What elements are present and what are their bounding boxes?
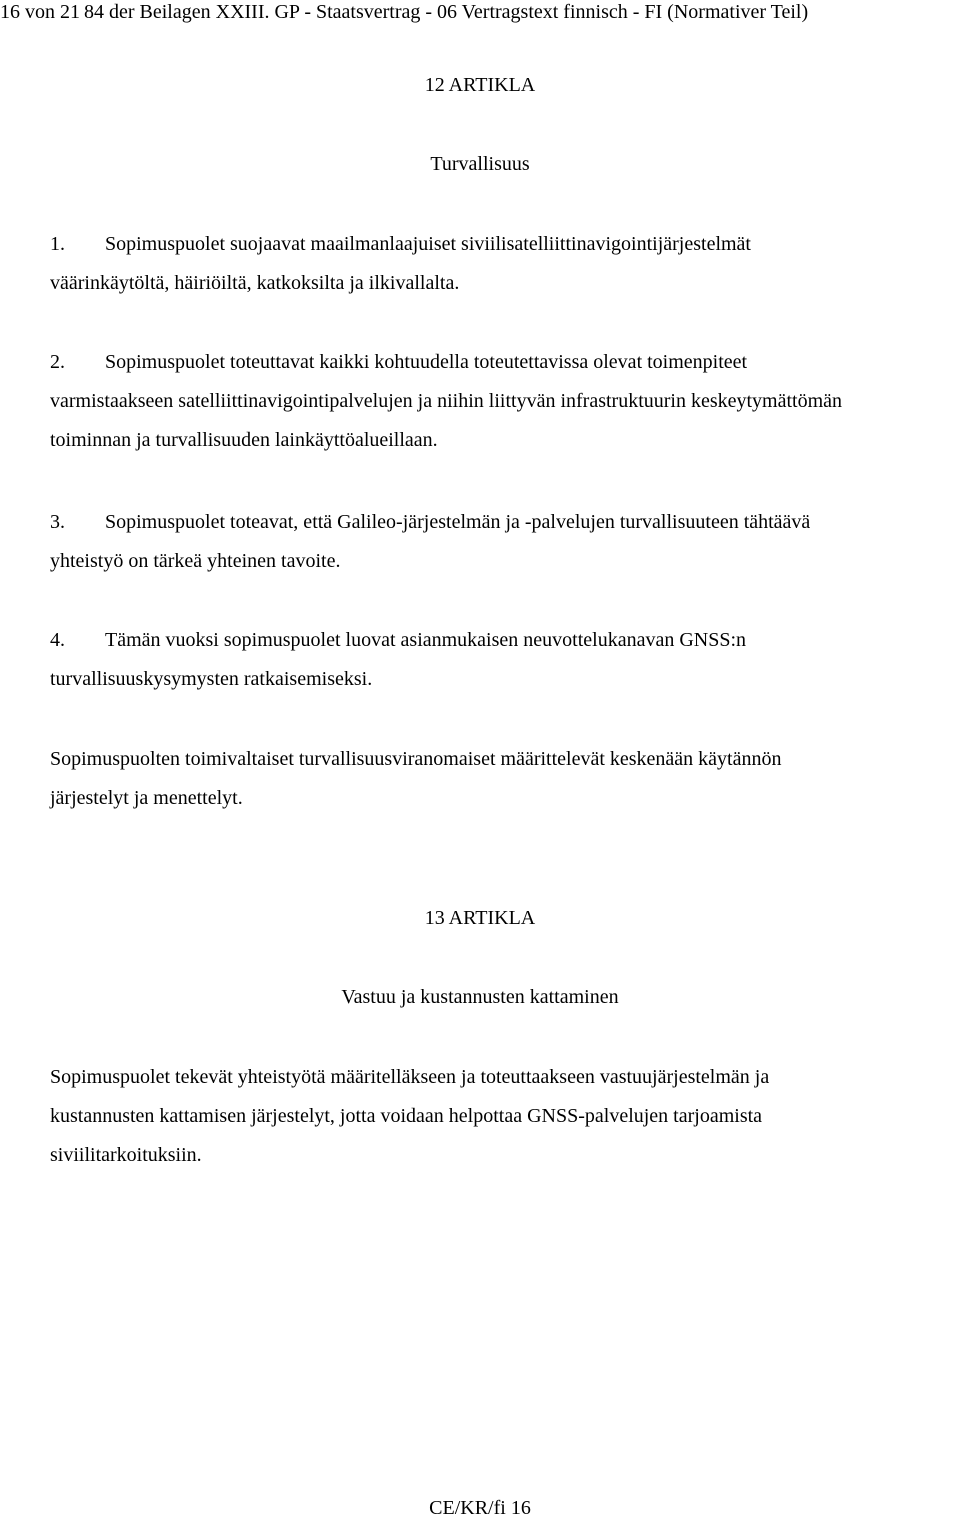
paragraph-line: varmistaakseen satelliittinavigointipalvelujen ja niihin liittyvän infrastruktuurin keskeytymättömän xyxy=(50,390,843,412)
document-source-header: 84 der Beilagen XXIII. GP - Staatsvertrag - 06 Vertragstext finnisch - FI (Normativer Teil) xyxy=(84,1,809,23)
paragraph-line: Sopimuspuolet suojaavat maailmanlaajuiset siviilisatelliittinavigointijärjestelmät xyxy=(105,233,751,255)
footer-reference: CE/KR/fi 16 xyxy=(429,1497,531,1519)
paragraph-line: turvallisuuskysymysten ratkaisemiseksi. xyxy=(50,668,373,690)
article-12-paragraph-2 xyxy=(50,343,955,460)
article-12-title: Turvallisuus xyxy=(430,153,530,175)
paragraph-line: väärinkäytöltä, häiriöiltä, katkoksilta ja ilkivallalta. xyxy=(50,272,460,294)
article-12-closing-paragraph xyxy=(50,740,955,818)
article-13-paragraph xyxy=(50,1058,955,1175)
page-counter: 16 von 21 xyxy=(0,1,80,23)
paragraph-number: 1. xyxy=(50,233,65,255)
paragraph-line: kustannusten kattamisen järjestelyt, jotta voidaan helpottaa GNSS-palvelujen tarjoamista xyxy=(50,1105,763,1127)
paragraph-line: Sopimuspuolet toteuttavat kaikki kohtuudella toteutettavissa olevat toimenpiteet xyxy=(105,351,748,373)
article-13-title: Vastuu ja kustannusten kattaminen xyxy=(341,986,619,1008)
article-12-paragraph-1 xyxy=(50,225,955,303)
paragraph-number: 3. xyxy=(50,511,65,533)
paragraph-number: 2. xyxy=(50,351,65,373)
article-12-paragraph-3 xyxy=(50,503,955,581)
paragraph-line: yhteistyö on tärkeä yhteinen tavoite. xyxy=(50,550,341,572)
article-13-heading: 13 ARTIKLA xyxy=(424,907,536,929)
paragraph-line: järjestelyt ja menettelyt. xyxy=(50,787,243,809)
article-12-heading: 12 ARTIKLA xyxy=(424,74,536,96)
paragraph-line: Tämän vuoksi sopimuspuolet luovat asianmukaisen neuvottelukanavan GNSS:n xyxy=(105,629,747,651)
paragraph-line: Sopimuspuolet tekevät yhteistyötä määritelläkseen ja toteuttaakseen vastuujärjestelmän ja xyxy=(50,1066,770,1088)
article-12-paragraph-4 xyxy=(50,621,955,699)
paragraph-line: Sopimuspuolet toteavat, että Galileo-järjestelmän ja -palvelujen turvallisuuteen tähtäävä xyxy=(105,511,811,533)
paragraph-line: toiminnan ja turvallisuuden lainkäyttöalueillaan. xyxy=(50,429,438,451)
paragraph-line: siviilitarkoituksiin. xyxy=(50,1144,202,1166)
paragraph-line: Sopimuspuolten toimivaltaiset turvallisuusviranomaiset määrittelevät keskenään käytännön xyxy=(50,748,782,770)
paragraph-number: 4. xyxy=(50,629,65,651)
